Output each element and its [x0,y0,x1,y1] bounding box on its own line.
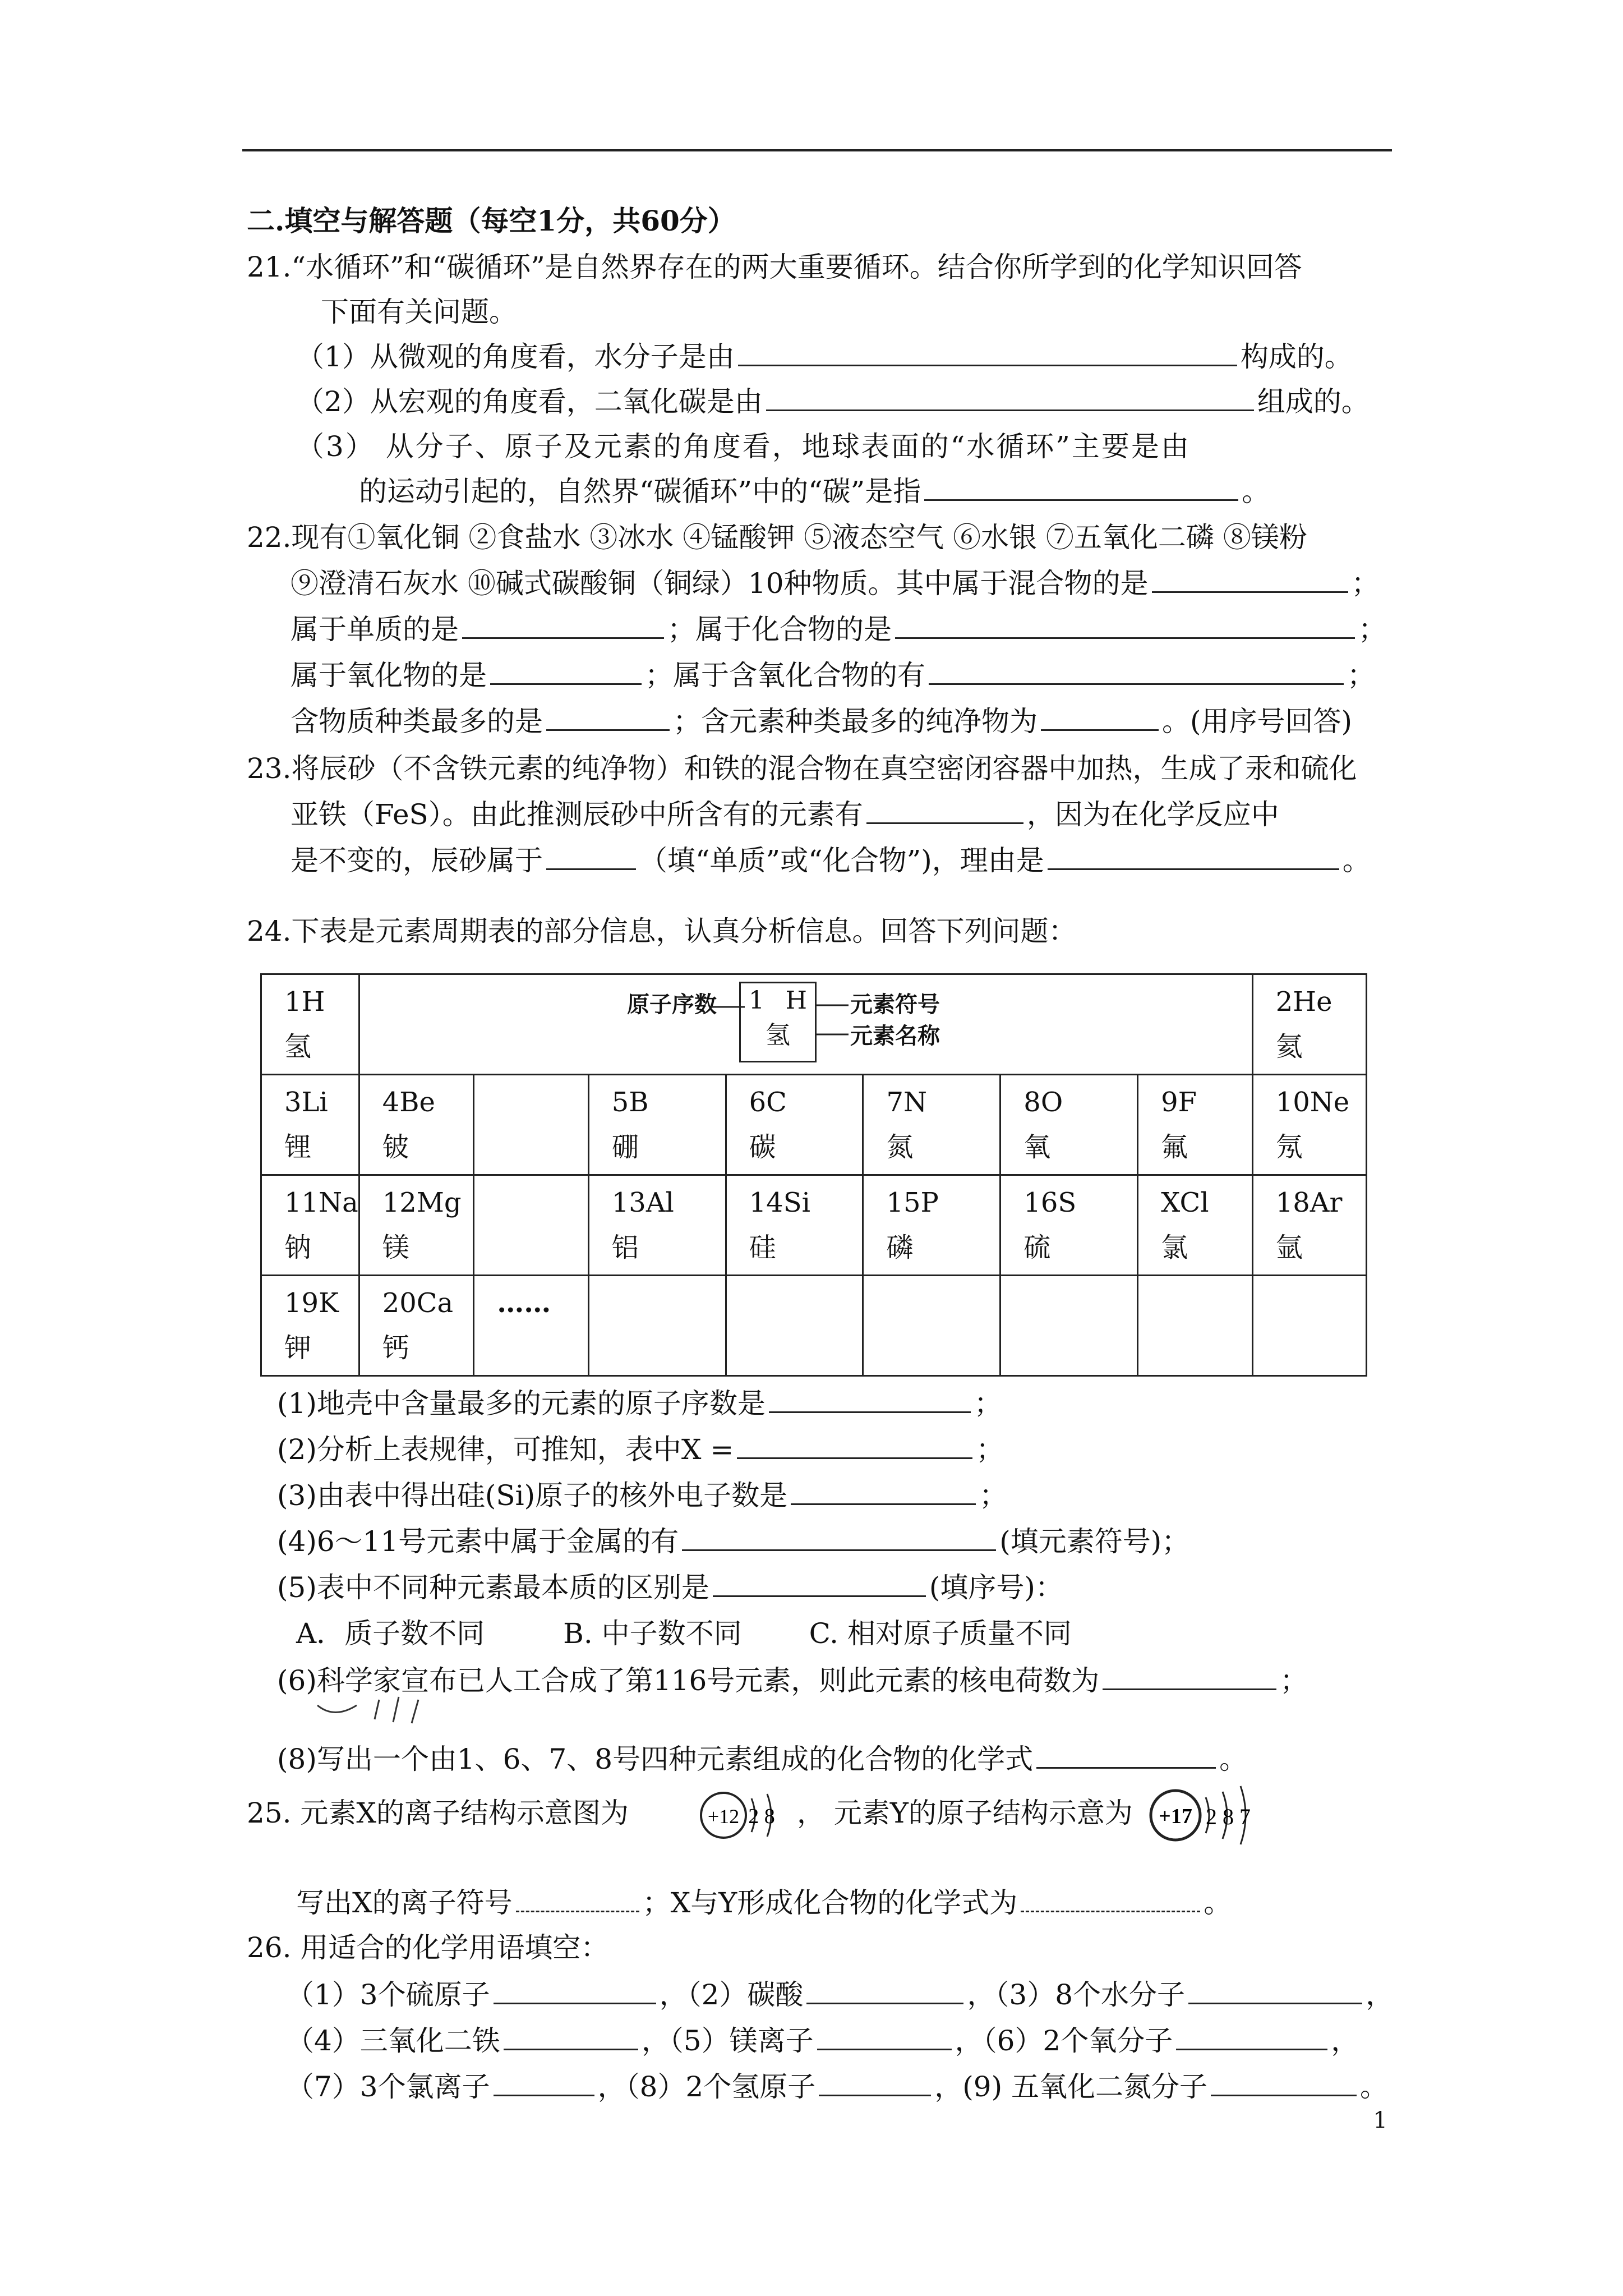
answer-blank[interactable] [791,1478,976,1505]
element-cell: 14Si 硅 [726,1175,863,1276]
answer-blank[interactable] [738,339,1237,366]
q24-sub-6: (6)科学家宣布已人工合成了第116号元素，则此元素的核电荷数为 ； [277,1663,1308,1699]
ion-x-structure-diagram [695,1778,791,1857]
answer-blank[interactable] [546,703,670,731]
element-cell: 13Al 铝 [588,1175,726,1276]
q22-line-3: 属于单质的是 ；属于化合物的是 ； [291,611,1386,647]
q21-part-3a: （3） 从分子、原子及元素的角度看，地球表面的“水循环”主要是由 [296,430,1191,463]
answer-blank[interactable] [1152,565,1348,593]
legend-symbol: 元素符号 [850,991,940,1018]
element-cell: …… [474,1276,589,1376]
empty-cell [1000,1276,1138,1376]
option-b[interactable]: B. 中子数不同 [563,1617,742,1650]
answer-blank[interactable] [866,797,1023,824]
q25-line-1: 25. 元素X的离子结构示意图为 ， 元素Y的原子结构示意为 [247,1797,1133,1829]
legend-atomic-number: 原子序数 [627,991,717,1018]
answer-blank[interactable] [769,1386,971,1413]
element-cell: 2He 氦 [1252,974,1366,1075]
q25-line-2: 写出X的离子符号 ；X与Y形成化合物的化学式为 。 [296,1885,1232,1921]
answer-blank[interactable] [1188,1977,1362,2004]
q21-stem-1: 21.“水循环”和“碳循环”是自然界存在的两大重要循环。结合你所学到的化学知识回答 [247,251,1302,283]
answer-blank[interactable] [546,843,636,870]
q22-line-2: ⑨澄清石灰水 ⑩碱式碳酸铜（铜绿）10种物质。其中属于混合物的是 ； [291,565,1380,601]
q23-line-2: 亚铁（FeS）。由此推测辰砂中所含有的元素有 ，因为在化学反应中 [291,797,1279,832]
q22-line-5: 含物质种类最多的是 ；含元素种类最多的纯净物为 。(用序号回答) [291,703,1352,739]
x-shells: 2 8 [748,1805,775,1828]
q21-part-2: （2）从宏观的角度看，二氧化碳是由 组成的。 [296,384,1370,420]
answer-blank[interactable] [1041,703,1159,731]
answer-blank[interactable] [806,1977,963,2004]
element-cell [474,1075,589,1175]
q26-row-3: （7）3个氯离子 ，（8）2个氢原子 ，(9) 五氧化二氮分子 。 [286,2069,1388,2105]
q23-line-1: 23.将辰砂（不含铁元素的纯净物）和铁的混合物在真空密闭容器中加热，生成了汞和硫化 [247,752,1357,785]
answer-blank[interactable] [1036,1741,1216,1769]
q24-sub-4: (4)6～11号元素中属于金属的有 (填元素符号)； [277,1524,1189,1559]
q21-stem-2: 下面有关问题。 [321,296,517,328]
q24-sub-5: (5)表中不同种元素最本质的区别是 (填序号)： [277,1570,1063,1605]
answer-blank[interactable] [1211,2069,1357,2096]
q22-line-4: 属于氧化物的是 ；属于含氧化合物的有 ； [291,657,1375,693]
q24-sub-2: (2)分析上表规律，可推知，表中X = ； [277,1432,1004,1467]
legend-box: 1 H 氢 [739,982,817,1062]
q24-sub-8: (8)写出一个由1、6、7、8号四种元素组成的化合物的化学式 。 [277,1741,1247,1777]
element-cell: 19K 钾 [261,1276,359,1376]
q21-part-1: （1）从微观的角度看，水分子是由 构成的。 [296,339,1353,375]
scribble-marks [312,1688,480,1728]
answer-blank[interactable] [1021,1885,1200,1912]
answer-blank[interactable] [504,2023,638,2050]
q24-sub-3: (3)由表中得出硅(Si)原子的核外电子数是 ； [277,1478,1007,1513]
element-cell: 3Li 锂 [261,1075,359,1175]
y-shells: 2 8 7 [1206,1804,1251,1829]
element-cell: XCl 氯 [1138,1175,1253,1276]
header-rule [242,149,1392,151]
empty-cell [726,1276,863,1376]
element-cell: 20Ca 钙 [359,1276,474,1376]
q21-part-3b: 的运动引起的，自然界“碳循环”中的“碳”是指 。 [359,473,1270,509]
answer-blank[interactable] [682,1524,996,1551]
answer-blank[interactable] [462,611,664,639]
page-number: 1 [1373,2108,1387,2133]
element-cell: 18Ar 氩 [1252,1175,1366,1276]
section-title: 二.填空与解答题（每空1分，共60分） [247,204,736,237]
answer-blank[interactable] [819,2069,931,2096]
element-cell: 16S 硫 [1000,1175,1138,1276]
empty-cell [863,1276,1000,1376]
answer-blank[interactable] [1103,1663,1276,1690]
empty-cell [1252,1276,1366,1376]
answer-blank[interactable] [713,1570,926,1597]
element-cell: 8O 氧 [1000,1075,1138,1175]
empty-cell [588,1276,726,1376]
element-cell: 10Ne 氖 [1252,1075,1366,1175]
q26-row-2: （4）三氧化二铁 ，（5）镁离子 ，（6）2个氧分子 ， [286,2023,1359,2059]
y-nucleus: +17 [1159,1805,1192,1828]
element-cell: 5B 硼 [588,1075,726,1175]
q22-line-1: 22.现有①氧化铜 ②食盐水 ③冰水 ④锰酸钾 ⑤液态空气 ⑥水银 ⑦五氧化二磷 ⑧镁粉 [247,521,1307,554]
q24-stem: 24.下表是元素周期表的部分信息，认真分析信息。回答下列问题： [247,915,1077,947]
x-nucleus: +12 [707,1805,740,1828]
answer-blank[interactable] [490,657,642,685]
q24-options [296,1616,1072,1651]
answer-blank[interactable] [737,1432,972,1459]
q26-stem: 26. 用适合的化学用语填空： [247,1931,609,1964]
element-cell: 1H 氢 [261,974,359,1075]
element-cell: 6C 碳 [726,1075,863,1175]
answer-blank[interactable] [494,2069,594,2096]
legend-name: 元素名称 [850,1023,940,1049]
answer-blank[interactable] [924,473,1238,501]
option-c[interactable]: C. 相对原子质量不同 [809,1617,1072,1650]
element-cell: 11Na 钠 [261,1175,359,1276]
answer-blank[interactable] [895,611,1355,639]
answer-blank[interactable] [1048,843,1339,870]
q26-row-1: （1）3个硫原子 ，（2）碳酸 ，（3）8个水分子 ， [286,1977,1394,2013]
answer-blank[interactable] [766,384,1254,411]
q23-line-3: 是不变的，辰砂属于 （填“单质”或“化合物”)，理由是 。 [291,843,1371,878]
element-cell: 9F 氟 [1138,1075,1253,1175]
q24-sub-1: (1)地壳中含量最多的元素的原子序数是 ； [277,1386,1002,1421]
element-cell [474,1175,589,1276]
answer-blank[interactable] [494,1977,656,2004]
element-cell: 15P 磷 [863,1175,1000,1276]
answer-blank[interactable] [1176,2023,1327,2050]
legend-lines-right [815,1000,849,1045]
element-cell: 7N 氮 [863,1075,1000,1175]
atom-y-structure-diagram [1144,1773,1273,1857]
answer-blank[interactable] [929,657,1344,685]
element-cell: 12Mg 镁 [359,1175,474,1276]
option-a[interactable]: A．质子数不同 [296,1617,485,1650]
answer-blank[interactable] [516,1885,639,1912]
answer-blank[interactable] [817,2023,952,2050]
element-cell: 4Be 铍 [359,1075,474,1175]
empty-cell [1138,1276,1253,1376]
